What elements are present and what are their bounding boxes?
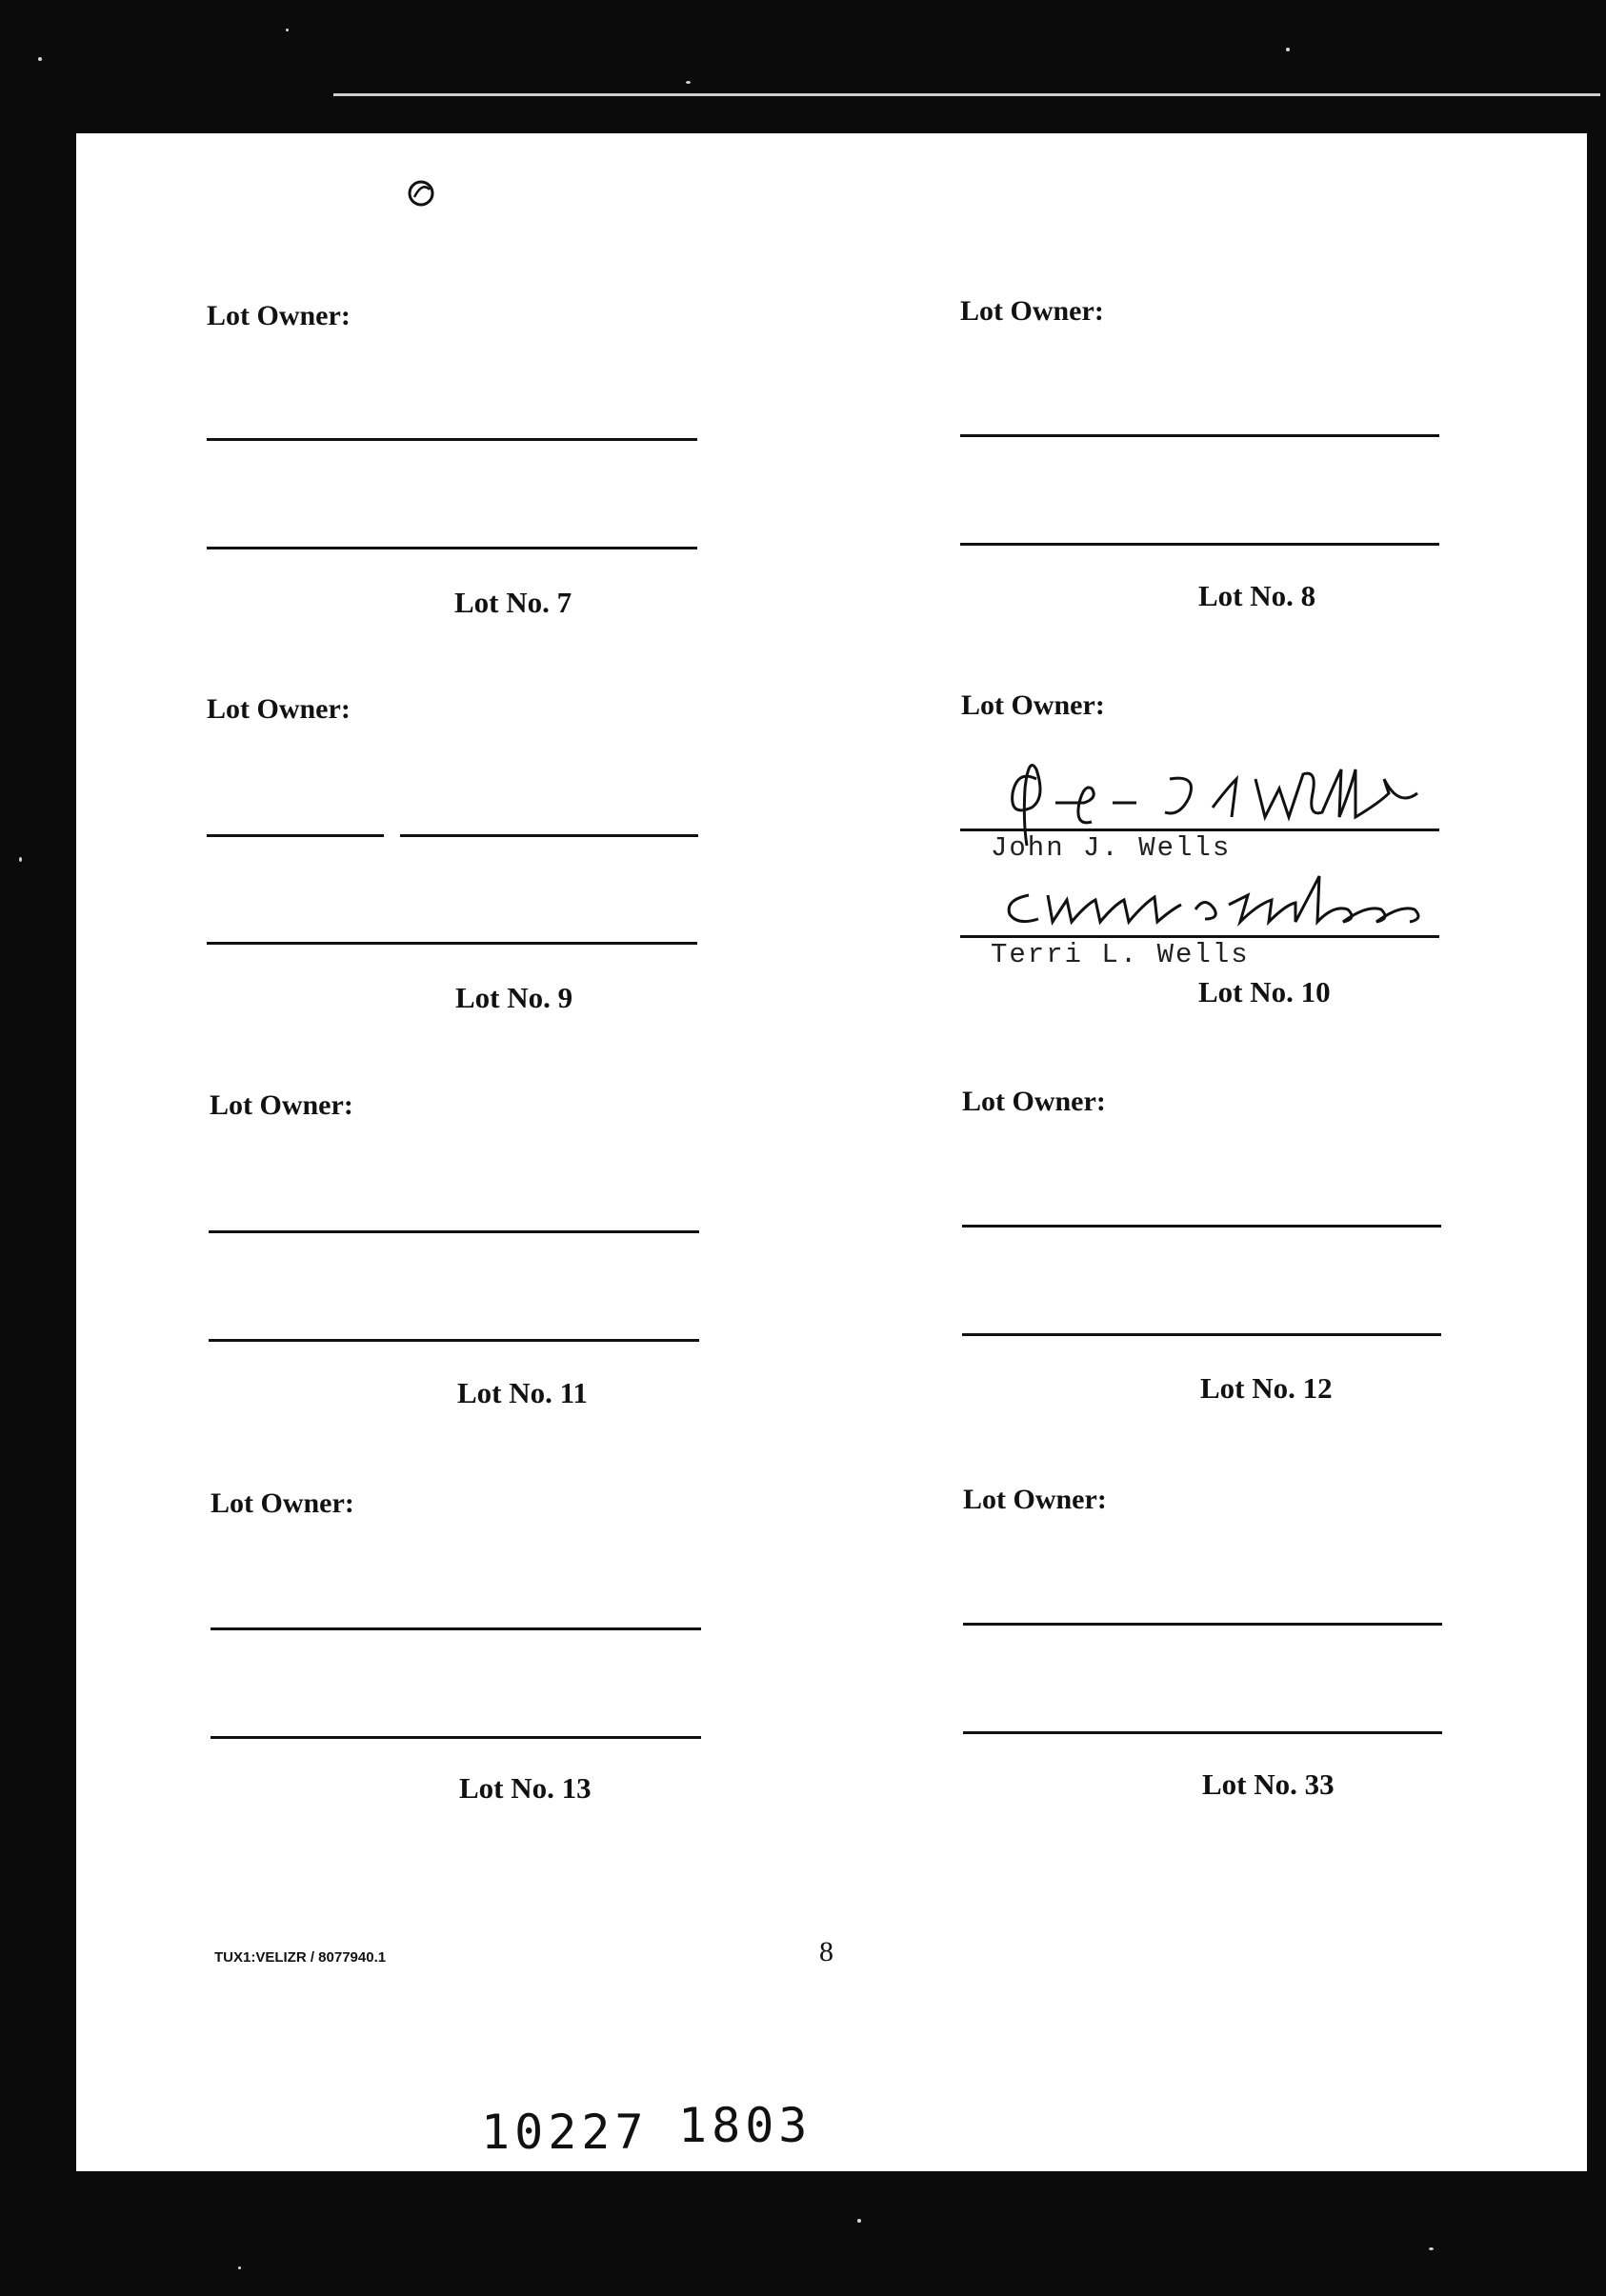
signature-terri-wells	[991, 867, 1448, 943]
lot-number-label: Lot No. 7	[454, 586, 572, 619]
lot-owner-label: Lot Owner:	[961, 689, 1105, 721]
signature-line	[960, 829, 1439, 831]
recording-stamp-right: 1803	[678, 2098, 813, 2153]
scan-noise	[1286, 48, 1290, 51]
lot-number-label: Lot No. 10	[1198, 975, 1331, 1008]
typed-signer-name: John J. Wells	[991, 832, 1232, 864]
scan-noise	[1429, 2247, 1434, 2250]
scan-noise	[38, 57, 42, 61]
signature-line	[211, 1627, 701, 1630]
scan-noise	[238, 2266, 241, 2269]
signature-line	[211, 1736, 701, 1739]
signature-line	[960, 543, 1439, 546]
signature-line	[963, 1731, 1442, 1734]
lot-owner-label: Lot Owner:	[960, 295, 1104, 327]
signature-line	[963, 1623, 1442, 1626]
signature-line	[960, 434, 1439, 437]
document-page	[76, 133, 1587, 2171]
signature-line	[209, 1230, 699, 1233]
scan-noise	[286, 29, 289, 31]
signature-line	[207, 834, 384, 837]
scan-edge-line	[333, 93, 1600, 96]
lot-owner-label: Lot Owner:	[207, 300, 351, 331]
signature-line	[962, 1225, 1441, 1228]
lot-owner-label: Lot Owner:	[962, 1086, 1106, 1117]
document-code: TUX1:VELIZR / 8077940.1	[214, 1949, 387, 1966]
lot-number-label: Lot No. 33	[1202, 1767, 1335, 1801]
typed-signer-name: Terri L. Wells	[991, 939, 1250, 970]
signature-line	[207, 438, 697, 441]
lot-number-label: Lot No. 8	[1198, 579, 1316, 612]
signature-line	[960, 935, 1439, 938]
handwritten-initial-mark	[405, 176, 439, 210]
scan-noise	[19, 857, 22, 862]
lot-number-label: Lot No. 13	[459, 1771, 592, 1805]
lot-owner-label: Lot Owner:	[210, 1089, 353, 1121]
lot-number-label: Lot No. 9	[455, 981, 573, 1014]
lot-number-label: Lot No. 11	[457, 1376, 588, 1409]
lot-owner-label: Lot Owner:	[207, 693, 351, 725]
signature-line	[209, 1339, 699, 1342]
signature-line	[962, 1333, 1441, 1336]
signature-line	[207, 547, 697, 549]
recording-stamp-left: 10227	[481, 2105, 649, 2160]
lot-owner-label: Lot Owner:	[211, 1487, 354, 1519]
signature-line	[400, 834, 698, 837]
lot-number-label: Lot No. 12	[1200, 1371, 1333, 1405]
page-number: 8	[819, 1936, 833, 1967]
signature-line	[207, 942, 697, 945]
scan-noise	[686, 81, 691, 84]
scan-noise	[857, 2219, 861, 2223]
lot-owner-label: Lot Owner:	[963, 1484, 1107, 1515]
